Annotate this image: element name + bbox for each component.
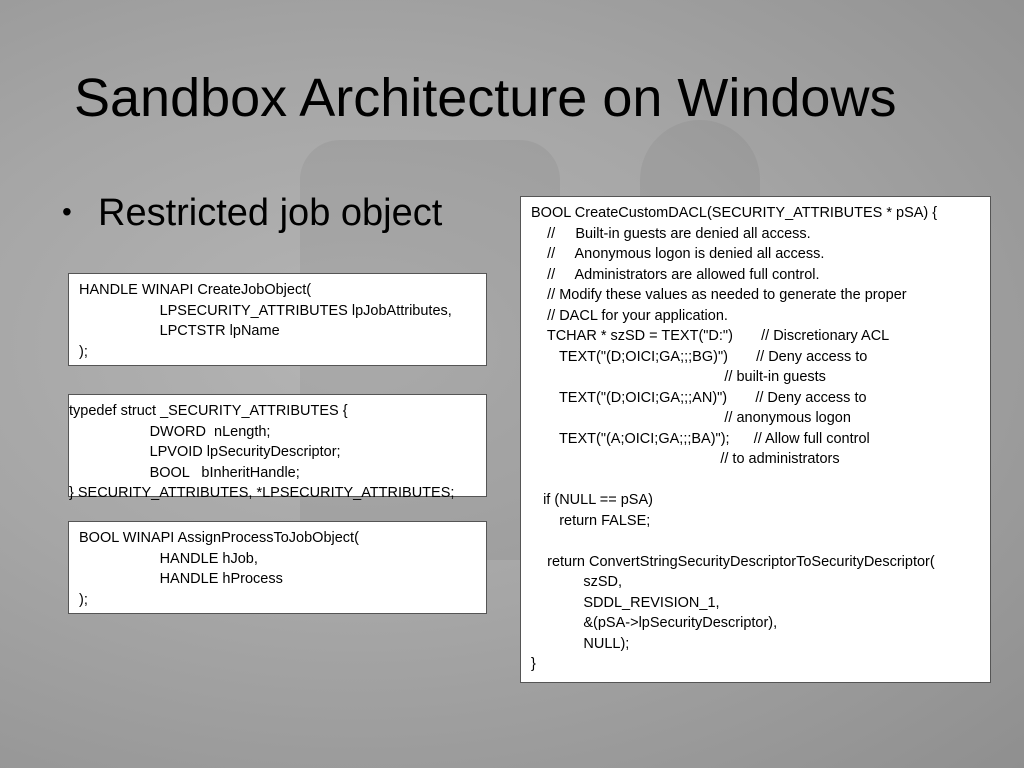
bullet-dot-icon: • bbox=[62, 196, 72, 227]
code-line: HANDLE hJob, bbox=[79, 550, 258, 567]
code-line: HANDLE WINAPI CreateJobObject( bbox=[79, 282, 312, 298]
bullet-item bbox=[62, 188, 442, 237]
code-line: // Modify these values as needed to generate the proper bbox=[531, 287, 907, 303]
code-line: LPVOID lpSecurityDescriptor; bbox=[69, 444, 341, 460]
code-line: } SECURITY_ATTRIBUTES, *LPSECURITY_ATTRIBUTES; bbox=[69, 485, 455, 501]
code-line: HANDLE hProcess bbox=[79, 571, 283, 587]
code-line: TCHAR * szSD = TEXT("D:") // Discretionary ACL bbox=[531, 328, 890, 344]
code-line: typedef struct _SECURITY_ATTRIBUTES { bbox=[69, 403, 348, 419]
code-line bbox=[531, 531, 982, 552]
code-line: return FALSE; bbox=[531, 512, 651, 529]
code-line: } bbox=[531, 656, 536, 672]
code-line: SDDL_REVISION_1, bbox=[531, 594, 720, 611]
code-line: // Built-in guests are denied all access. bbox=[531, 225, 811, 242]
code-line: ); bbox=[79, 591, 88, 608]
create-job-object-code-box bbox=[68, 273, 487, 366]
code-line: BOOL CreateCustomDACL(SECURITY_ATTRIBUTES * pSA) { bbox=[531, 205, 938, 221]
code-line bbox=[531, 470, 982, 491]
code-line: TEXT("(D;OICI;GA;;;BG)") // Deny access to bbox=[531, 348, 868, 365]
code-line: NULL); bbox=[531, 635, 630, 652]
code-line: LPSECURITY_ATTRIBUTES lpJobAttributes, bbox=[79, 302, 452, 319]
code-line: DWORD nLength; bbox=[69, 423, 271, 440]
create-custom-dacl-code-box bbox=[520, 196, 991, 683]
code-line: LPCTSTR lpName bbox=[79, 323, 280, 339]
code-line: // Administrators are allowed full control. bbox=[531, 266, 820, 283]
security-attributes-code-box bbox=[68, 394, 487, 501]
code-line: // DACL for your application. bbox=[531, 307, 728, 324]
bullet-text: Restricted job object bbox=[98, 192, 443, 234]
code-line: if (NULL == pSA) bbox=[531, 492, 653, 508]
code-line: BOOL bInheritHandle; bbox=[69, 464, 300, 481]
slide-title: Sandbox Architecture on Windows bbox=[74, 68, 897, 128]
code-line: BOOL WINAPI AssignProcessToJobObject( bbox=[79, 530, 359, 546]
assign-process-code-box bbox=[68, 521, 487, 614]
code-line: // built-in guests bbox=[531, 369, 826, 385]
code-line: szSD, bbox=[531, 574, 623, 590]
code-line: TEXT("(A;OICI;GA;;;BA)"); // Allow full control bbox=[531, 430, 870, 447]
code-line: ); bbox=[79, 343, 88, 360]
code-line: return ConvertStringSecurityDescriptorToSecurityDescriptor( bbox=[531, 553, 935, 570]
code-line: &(pSA->lpSecurityDescriptor), bbox=[531, 615, 778, 631]
code-line: TEXT("(D;OICI;GA;;;AN)") // Deny access to bbox=[531, 389, 867, 406]
code-line: // to administrators bbox=[531, 451, 840, 467]
code-line: // Anonymous logon is denied all access. bbox=[531, 246, 825, 262]
code-line: // anonymous logon bbox=[531, 410, 851, 426]
